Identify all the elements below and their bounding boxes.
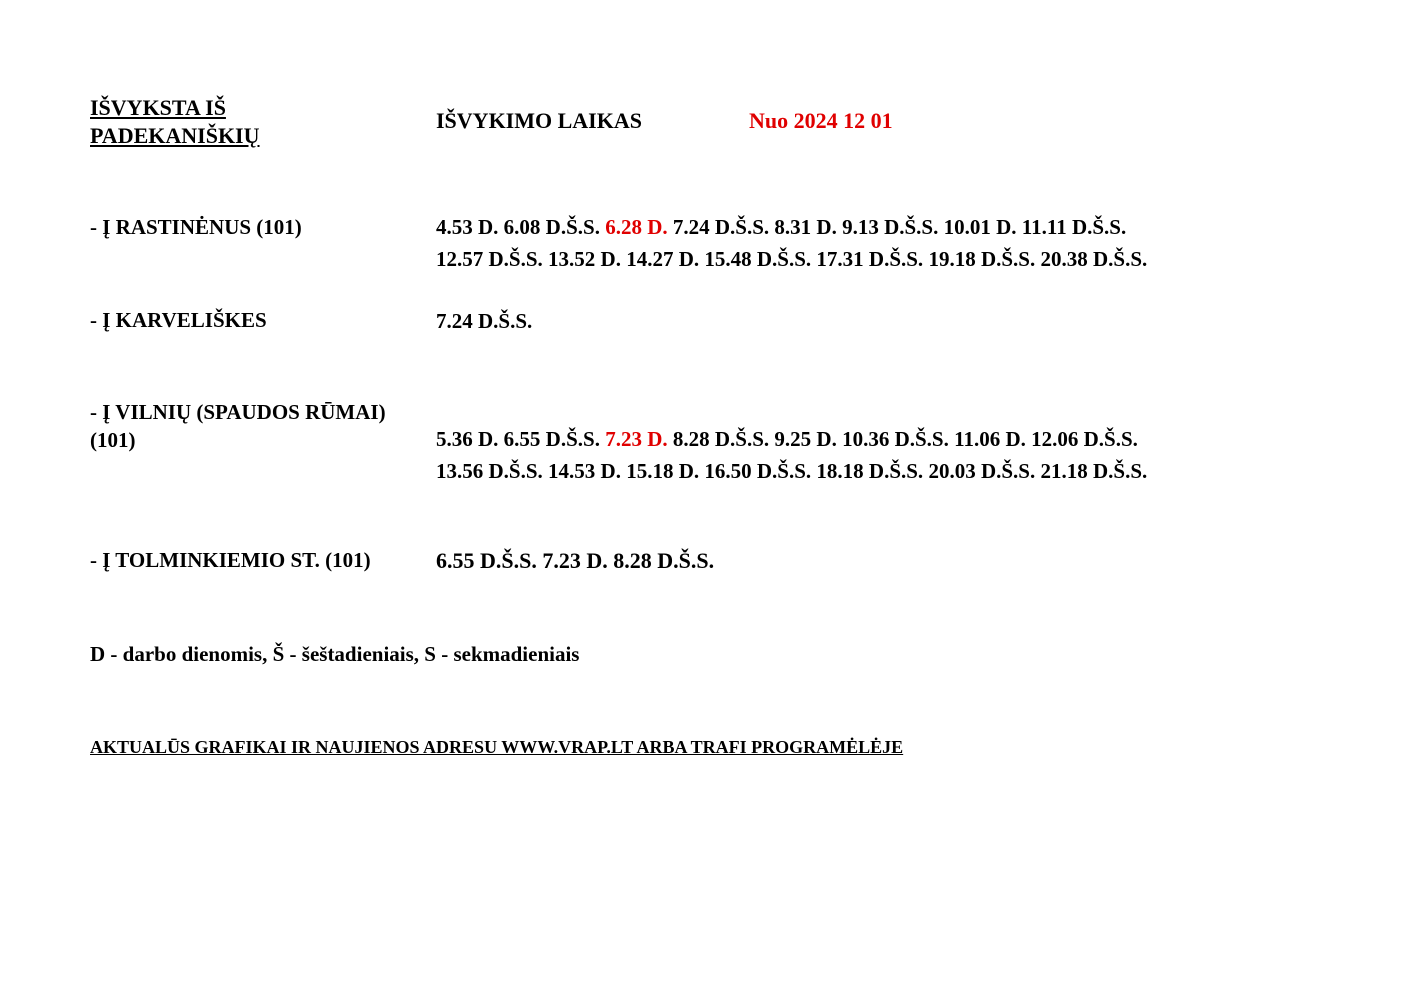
times-row (436, 455, 1147, 487)
departure-time: 14.53 D. (548, 459, 621, 483)
route-label-karveliskes: - Į KARVELIŠKES (90, 308, 267, 332)
departure-time: 17.31 D.Š.S. (816, 247, 924, 271)
route-times-karveliskes (436, 305, 532, 337)
departure-time: 13.52 D. (548, 247, 621, 271)
departure-time: 6.08 D.Š.S. (503, 215, 600, 239)
departure-time: 20.38 D.Š.S. (1040, 247, 1148, 271)
legend: D - darbo dienomis, Š - šeštadieniais, S - sekmadieniais (90, 642, 580, 666)
times-row (436, 211, 1147, 243)
departure-time: 7.24 D.Š.S. (436, 309, 533, 333)
departure-time: 12.57 D.Š.S. (436, 247, 543, 271)
departure-time: 9.25 D. (774, 427, 837, 451)
departure-time: 9.13 D.Š.S. (842, 215, 939, 239)
times-row (436, 545, 714, 577)
departs-from-line2: PADEKANIŠKIŲ (90, 123, 260, 148)
departure-time: 10.01 D. (943, 215, 1017, 239)
departure-time: 12.06 D.Š.S. (1031, 427, 1138, 451)
departure-time: 11.06 D. (954, 427, 1026, 451)
route-label-vilnius (90, 398, 386, 454)
departure-time: 6.55 D.Š.S. (436, 548, 537, 573)
departure-time: 10.36 D.Š.S. (842, 427, 949, 451)
footer-notice: AKTUALŪS GRAFIKAI IR NAUJIENOS ADRESU WWW.VRAP.LT ARBA TRAFI PROGRAMĖLĖJE (90, 737, 904, 757)
times-row (436, 243, 1147, 275)
route-label-line1: - Į VILNIŲ (SPAUDOS RŪMAI) (90, 400, 386, 424)
departure-time-highlighted: 7.23 D. (605, 427, 668, 451)
departure-time: 8.28 D.Š.S. (672, 427, 770, 451)
departs-from-heading (90, 94, 260, 150)
departure-time: 19.18 D.Š.S. (928, 247, 1036, 271)
route-label-rastinenus: - Į RASTINĖNUS (101) (90, 215, 302, 239)
route-label-line2: (101) (90, 428, 136, 452)
departure-time: 14.27 D. (626, 247, 700, 271)
departure-time: 8.28 D.Š.S. (613, 548, 715, 573)
departure-time: 4.53 D. (436, 215, 499, 239)
departure-time: 16.50 D.Š.S. (704, 459, 812, 483)
departure-time: 21.18 D.Š.S. (1040, 459, 1148, 483)
departure-time: 11.11 D.Š.S. (1021, 215, 1127, 239)
departure-time: 7.23 D. (542, 548, 608, 573)
departure-time: 8.31 D. (774, 215, 837, 239)
departure-time-highlighted: 6.28 D. (605, 215, 668, 239)
departure-time-heading: IŠVYKIMO LAIKAS (436, 108, 642, 133)
route-times-tolminkiemio (436, 545, 714, 577)
departure-time: 15.48 D.Š.S. (704, 247, 812, 271)
departure-time: 5.36 D. (436, 427, 499, 451)
route-times-vilnius (436, 423, 1147, 487)
departure-time: 18.18 D.Š.S. (816, 459, 924, 483)
departure-time: 20.03 D.Š.S. (928, 459, 1036, 483)
departure-time: 7.24 D.Š.S. (672, 215, 770, 239)
times-row (436, 423, 1147, 455)
route-label-tolminkiemio: - Į TOLMINKIEMIO ST. (101) (90, 548, 371, 572)
departure-time: 6.55 D.Š.S. (503, 427, 600, 451)
departure-time: 15.18 D. (626, 459, 700, 483)
times-row (436, 305, 532, 337)
departs-from-line1: IŠVYKSTA IŠ (90, 95, 226, 120)
valid-from-date: Nuo 2024 12 01 (749, 108, 893, 133)
departure-time: 13.56 D.Š.S. (436, 459, 543, 483)
route-times-rastinenus (436, 211, 1147, 275)
